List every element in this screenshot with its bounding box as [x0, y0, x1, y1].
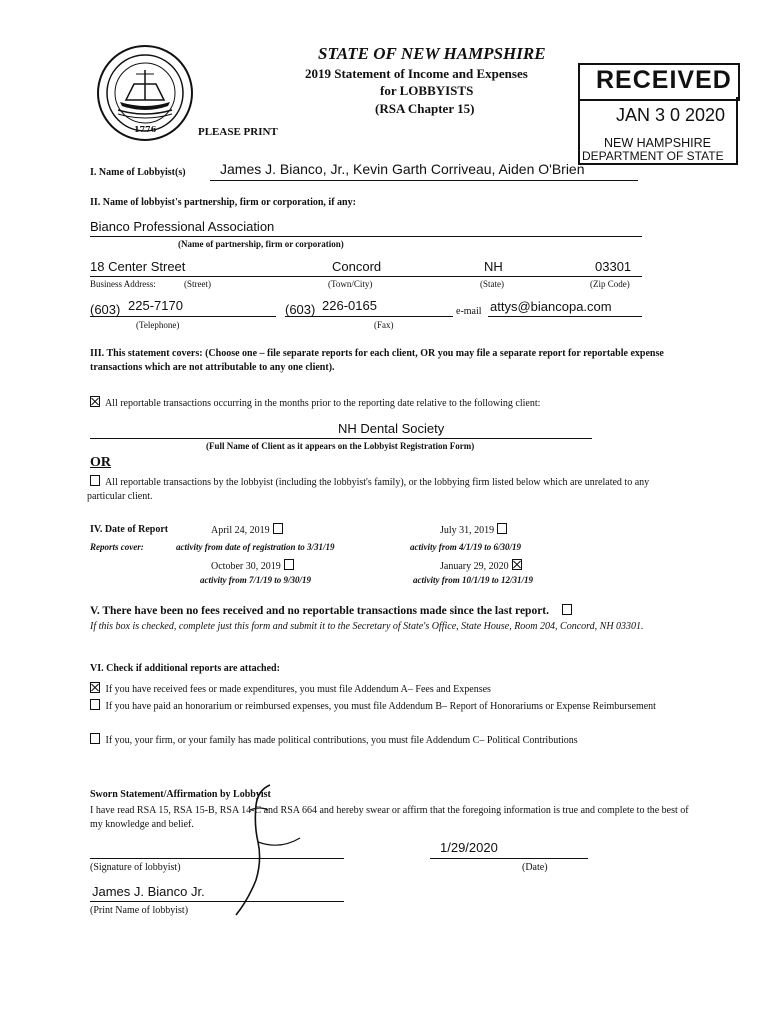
email-value: attys@biancopa.com — [490, 299, 612, 314]
addendum-b-label: If you have paid an honorarium or reimbursed expenses, you must file Addendum B– Report of Honorariums or Expense Reimbursement — [105, 701, 656, 712]
checkbox-d4-checked-icon — [512, 559, 522, 570]
checkbox-addendum-b-icon — [90, 699, 100, 710]
stamp-line-1: NEW HAMPSHIRE — [604, 136, 711, 150]
option-client — [87, 396, 707, 409]
date-option-2-label: July 31, 2019 — [440, 525, 495, 536]
firm-value: Bianco Professional Association — [90, 219, 275, 234]
street-value: 18 Center Street — [90, 259, 186, 274]
firm-label: II. Name of lobbyist's partnership, firm or corporation, if any: — [90, 197, 356, 208]
date-option-3-caption: activity from 7/1/19 to 9/30/19 — [200, 575, 311, 585]
date-caption: (Date) — [522, 862, 548, 873]
checkbox-client-checked-icon — [90, 396, 100, 407]
checkbox-unrelated-icon — [90, 475, 100, 486]
city-value: Concord — [332, 259, 382, 274]
signature-caption: (Signature of lobbyist) — [90, 862, 181, 873]
form-subtitle: 2019 Statement of Income and Expenses — [305, 66, 528, 81]
seal-year: 1776 — [134, 124, 157, 134]
stamp-line-2: DEPARTMENT OF STATE — [582, 149, 724, 163]
date-option-4 — [440, 559, 525, 572]
option-client-label: All reportable transactions occurring in the months prior to the reporting date relative to the following client: — [104, 398, 541, 409]
email-label: e-mail — [456, 306, 482, 317]
date-option-1 — [211, 523, 286, 536]
date-option-3-label: October 30, 2019 — [211, 561, 281, 572]
section6-heading: VI. Check if additional reports are attached: — [90, 663, 280, 674]
addendum-c-label: If you, your firm, or your family has made political contributions, you must file Addendum C– Political Contributions — [105, 735, 578, 746]
date-option-2 — [440, 523, 510, 536]
checkbox-d1-icon — [273, 523, 283, 534]
please-print: PLEASE PRINT — [198, 126, 278, 138]
or-label: OR — [90, 455, 111, 470]
client-value: NH Dental Society — [338, 421, 445, 436]
checkbox-d2-icon — [497, 523, 507, 534]
date-value: 1/29/2020 — [440, 840, 498, 855]
date-option-4-label: January 29, 2020 — [440, 561, 509, 572]
zip-caption: (Zip Code) — [590, 279, 630, 289]
street-caption: (Street) — [184, 279, 211, 289]
option-unrelated-label: All reportable transactions by the lobbyist (including the lobbyist's family), or the lobbying firm listed below which are unrelated to any particular client. — [87, 477, 650, 502]
date-option-1-caption: activity from date of registration to 3/31/19 — [176, 542, 335, 552]
date-option-3 — [211, 559, 297, 572]
lobbyist-name-label: I. Name of Lobbyist(s) — [90, 167, 186, 178]
option-unrelated — [87, 475, 687, 504]
state-value: NH — [484, 259, 503, 274]
received-text: RECEIVED — [596, 66, 732, 94]
print-name-caption: (Print Name of lobbyist) — [90, 905, 189, 916]
date-of-report-label: IV. Date of Report — [90, 524, 169, 535]
phone-value: 225-7170 — [128, 298, 183, 313]
received-date: JAN 3 0 2020 — [616, 105, 726, 125]
reports-cover-label: Reports cover: — [90, 542, 144, 552]
page-title: STATE OF NEW HAMPSHIRE — [318, 44, 546, 63]
firm-caption: (Name of partnership, firm or corporation) — [178, 239, 344, 249]
signature-scribble — [200, 780, 330, 920]
addendum-c — [87, 733, 707, 746]
addendum-a — [87, 682, 707, 695]
section5-heading — [90, 604, 575, 617]
state-seal — [96, 44, 194, 142]
checkbox-addendum-c-icon — [90, 733, 100, 744]
checkbox-no-fees-icon — [562, 604, 572, 615]
received-stamp — [578, 63, 738, 165]
fax-caption: (Fax) — [374, 320, 394, 330]
checkbox-addendum-a-checked-icon — [90, 682, 100, 693]
fax-area: (603) — [285, 302, 316, 317]
date-option-4-caption: activity from 10/1/19 to 12/31/19 — [413, 575, 533, 585]
section5-heading-text: V. There have been no fees received and no reportable transactions made since the last report. — [90, 605, 550, 617]
client-caption: (Full Name of Client as it appears on the Lobbyist Registration Form) — [206, 441, 475, 451]
sworn-text: I have read RSA 15, RSA 15-B, RSA 14-C and RSA 664 and hereby swear or affirm that the foregoing information is true and complete to the best of my knowledge and belief. — [90, 805, 689, 830]
sworn-heading: Sworn Statement/Affirmation by Lobbyist — [90, 789, 271, 800]
city-caption: (Town/City) — [328, 279, 373, 289]
business-address-caption: Business Address: — [90, 279, 156, 289]
phone-caption: (Telephone) — [136, 320, 180, 330]
lobbyist-name-value: James J. Bianco, Jr., Kevin Garth Corriveau, Aiden O'Brien — [220, 161, 585, 177]
section3-heading: III. This statement covers: (Choose one – file separate reports for each client, OR you may file a separate report for reportable expense transactions which are not attributable to any one client). — [90, 348, 664, 373]
checkbox-d3-icon — [284, 559, 294, 570]
date-option-2-caption: activity from 4/1/19 to 6/30/19 — [410, 542, 521, 552]
state-caption: (State) — [480, 279, 504, 289]
fax-value: 226-0165 — [322, 298, 377, 313]
addendum-a-label: If you have received fees or made expenditures, you must file Addendum A– Fees and Expenses — [105, 684, 491, 695]
addendum-b — [87, 699, 687, 714]
zip-value: 03301 — [595, 259, 632, 274]
phone-area: (603) — [90, 302, 121, 317]
form-subtitle-3: (RSA Chapter 15) — [375, 101, 475, 116]
form-subtitle-2: for LOBBYISTS — [380, 83, 474, 98]
section5-note: If this box is checked, complete just this form and submit it to the Secretary of State's Office, State House, Room 204, Concord, NH 03301. — [90, 621, 644, 632]
print-name-value: James J. Bianco Jr. — [92, 884, 205, 899]
date-option-1-label: April 24, 2019 — [211, 525, 270, 536]
